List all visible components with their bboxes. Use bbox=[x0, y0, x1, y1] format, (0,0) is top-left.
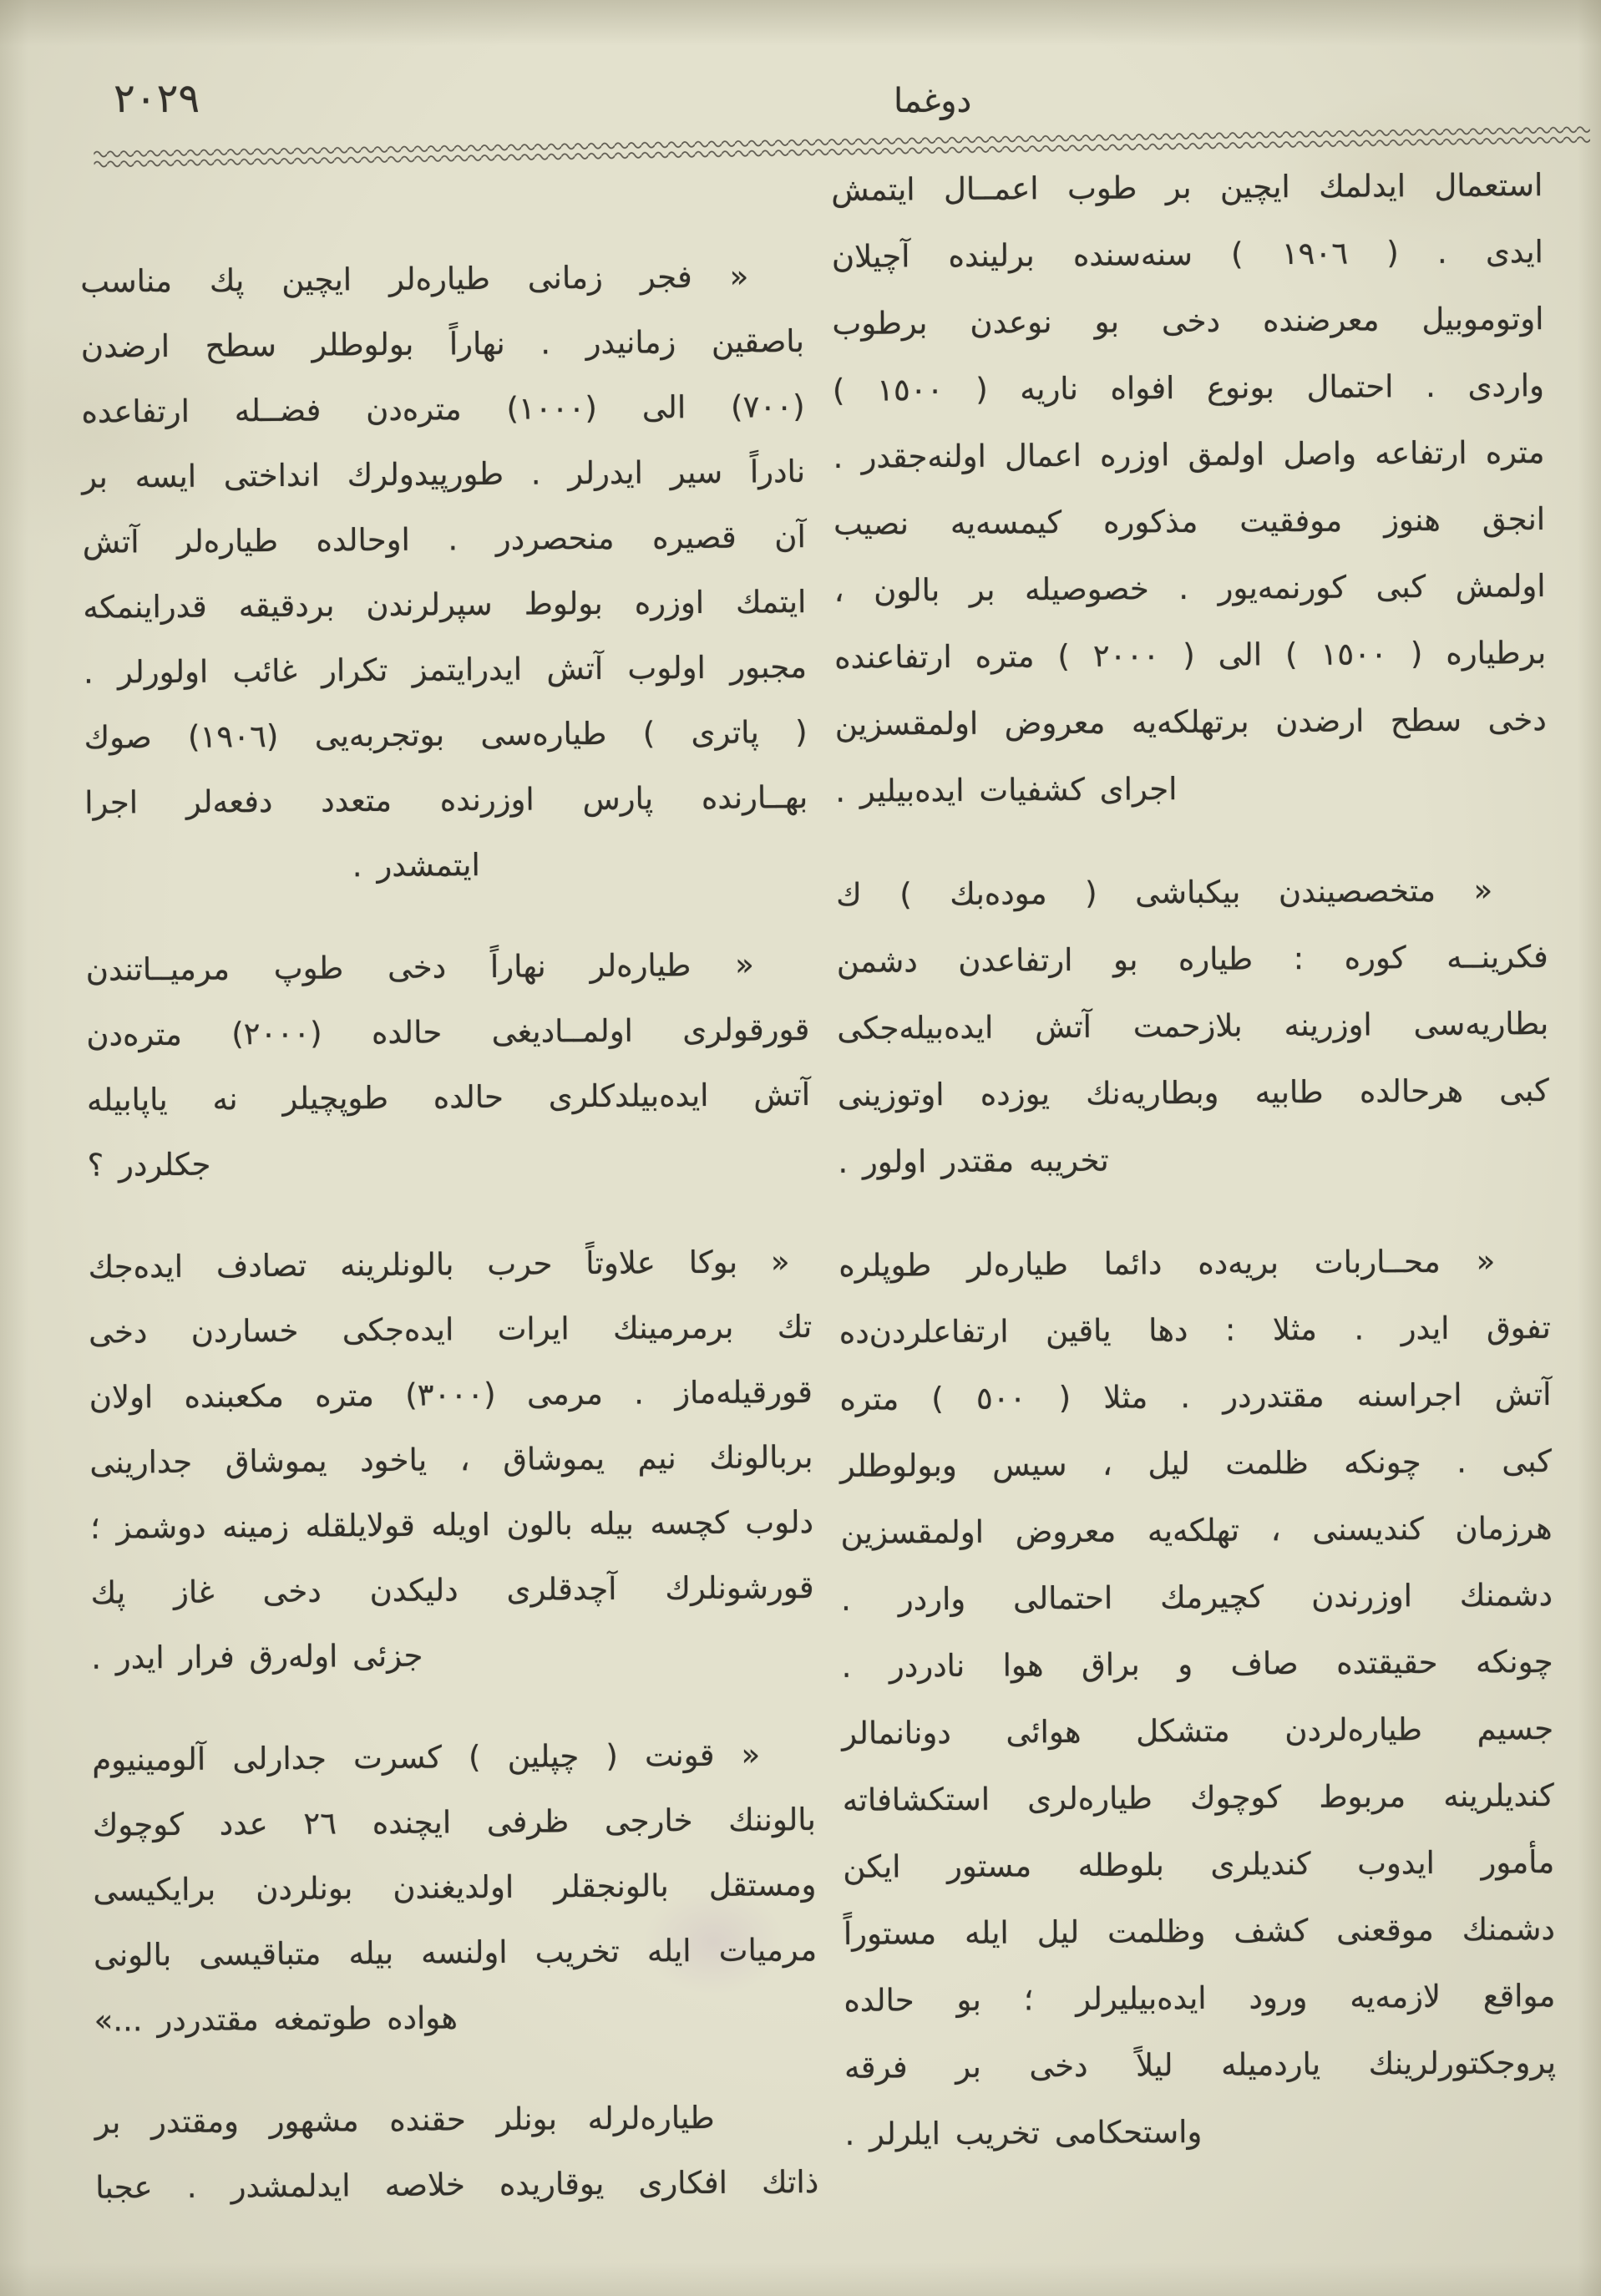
paragraph bbox=[92, 1722, 818, 2054]
text-line: دشمنك اوزرندن كچيرمك احتمالى واردر . bbox=[840, 1576, 1553, 1618]
text-line: قورقيله‌ماز . مرمى (٣٠٠٠) متره مكعبنده اولان bbox=[89, 1373, 813, 1416]
paragraph bbox=[88, 1229, 814, 1691]
text-line: برطياره ( ١٥٠٠ ) الى ( ٢٠٠٠ ) متره ارتفاعنده bbox=[834, 634, 1547, 676]
column-right bbox=[831, 152, 1557, 2168]
text-line: ايتمشدر . bbox=[352, 847, 480, 884]
text-line: « بوكا علاوتاً حرب بالونلرينه تصادف ايده‌جك bbox=[88, 1244, 790, 1285]
text-line: آتش ايده‌بيلدكلرى حالده طوپچيلر نه ياپابيله bbox=[86, 1076, 811, 1118]
text-line: قورشونلرك آچدقلرى دليكدن دخى غاز پك bbox=[90, 1569, 814, 1611]
paragraph bbox=[838, 1228, 1557, 2168]
text-line: « فجر زمانى طياره‌لر ايچين پك مناسب bbox=[80, 258, 749, 300]
text-line: جزئى اوله‌رق فرار ايدر . bbox=[91, 1637, 423, 1676]
text-line: قورقولرى اولمــاديغى حالده (٢٠٠٠) متره‌دن bbox=[86, 1011, 810, 1053]
text-line: آتش اجراسنه مقتدردر . مثلا ( ٥٠٠ ) متره bbox=[839, 1376, 1552, 1417]
text-line: ايدى . ( ١٩٠٦ ) سنه‌سنده برلينده آچيلان bbox=[831, 233, 1543, 275]
paragraph bbox=[85, 932, 810, 1199]
text-line: مرميات ايله تخريب اولنسه بيله متباقيسى بالونى bbox=[93, 1931, 818, 1974]
text-line: پروجكتورلرينك ياردميله ليلاً دخى بر فرقه bbox=[844, 2044, 1557, 2086]
text-line: واردى . احتمال بونوع افواه ناريه ( ١٥٠٠ ) bbox=[832, 367, 1545, 408]
text-line: نادراً سير ايدرلر . طورپيدولرك انداختى ايسه بر bbox=[81, 453, 806, 495]
text-line: واستحكامى تخريب ايلرلر . bbox=[844, 2113, 1203, 2152]
text-line: باصقين زمانيدر . نهاراً بولوطلر سطح ارضدن bbox=[80, 322, 805, 365]
text-line: تخريبه مقتدر اولور . bbox=[838, 1142, 1109, 1180]
text-line: دشمنك موقعنى كشف وظلمت ليل ايله مستوراً bbox=[843, 1910, 1556, 1952]
text-line: بربالونك نيم يموشاق ، ياخود يموشاق جدارينى bbox=[89, 1438, 813, 1481]
text-line: ايتمك اوزره بولوط سپرلرندن بردقيقه قدراينمكه bbox=[83, 583, 807, 626]
text-line: هرزمان كنديسنى ، تهلكه‌يه معروض اولمقسزين bbox=[840, 1509, 1553, 1551]
text-line: بطاريه‌سى اوزرينه بلازحمت آتش ايده‌بيله‌جكى bbox=[837, 1005, 1549, 1047]
text-line: ( پاترى ) طياره‌سى بوتجربه‌يى (١٩٠٦) صوك bbox=[84, 713, 808, 756]
text-line: جكلردر ؟ bbox=[87, 1146, 211, 1183]
text-line: ومستقل بالونجقلر اولديغندن بونلردن برايكيسى bbox=[93, 1866, 817, 1908]
text-line: « طياره‌لر نهاراً دخى طوپ مرميــاتندن bbox=[85, 946, 754, 988]
text-line: مأمور ايدوب كنديلرى بلوطله مستور ايكن bbox=[843, 1843, 1555, 1885]
text-line: دلوب كچسه بيله بالون اويله قولايلقله زمينه دوشمز ؛ bbox=[89, 1503, 814, 1546]
text-line: « محــاربات بريه‌ده دائما طياره‌لر طوپلره bbox=[838, 1243, 1496, 1284]
text-line: فكرينــه كوره : طياره بو ارتفاعدن دشمن bbox=[836, 938, 1548, 980]
text-line: بالوننك خارجى ظرفى ايچنده ٢٦ عدد كوچوك bbox=[92, 1801, 816, 1843]
text-line: ذاتك افكارى يوقاريده خلاصه ايدلمشدر . عجبا bbox=[95, 2163, 819, 2206]
text-line: انجق هنوز موفقيت مذكوره كيمسه‌يه نصيب bbox=[833, 500, 1546, 542]
text-line: مواقع لازمه‌يه ورود ايده‌بيليرلر ؛ بو حالده bbox=[844, 1977, 1556, 2019]
text-line: تفوق ايدر . مثلا : دها ياقين ارتفاعلردن‌ده bbox=[838, 1309, 1551, 1351]
text-line: هواده طوتمغه مقتدردر ...» bbox=[94, 1999, 459, 2039]
column-left bbox=[80, 244, 819, 2221]
page-number: ٢٠٢٩ bbox=[114, 75, 200, 122]
text-line: چونكه حقيقتده صاف و براق هوا نادردر . bbox=[841, 1643, 1553, 1685]
text-line: اجراى كشفيات ايده‌بيلير . bbox=[835, 771, 1178, 809]
text-line: « قونت ( چپلين ) كسرت جدارلى آلومينيوم bbox=[92, 1736, 761, 1778]
text-line: آن قصيره منحصردر . اوحالده طياره‌لر آتش bbox=[82, 518, 806, 560]
paragraph bbox=[836, 857, 1550, 1196]
text-line: مجبور اولوب آتش ايدرايتمز تكرار غائب اولورلر . bbox=[83, 648, 808, 691]
text-line: استعمال ايدلمك ايچين بر طوب اعمــال ايتمش bbox=[831, 166, 1543, 208]
paragraph bbox=[80, 244, 808, 901]
text-line: كنديلرينه مربوط كوچوك طياره‌لرى استكشافاته bbox=[842, 1776, 1554, 1818]
text-line: طياره‌لرله بونلر حقنده مشهور ومقتدر بر bbox=[94, 2099, 715, 2141]
text-line: دخى سطح ارضدن برتهلكه‌يه معروض اولمقسزين bbox=[834, 701, 1547, 743]
text-line: بهــارنده پارس اوزرنده متعدد دفعه‌لر اجرا bbox=[84, 778, 808, 821]
text-line: جسيم طياره‌لردن متشكل هوائى دونانمالر bbox=[842, 1710, 1554, 1751]
text-line: متره ارتفاعه واصل اولمق اوزره اعمال اولنه‌جقدر . bbox=[833, 433, 1545, 475]
text-line: تك برمرمينك ايرات ايده‌جكى خساردن دخى bbox=[89, 1308, 813, 1351]
paragraph bbox=[94, 2085, 818, 2221]
text-line: اولمش كبى كورنمه‌يور . خصوصيله بر بالون ، bbox=[833, 567, 1546, 609]
text-line: « متخصصيندن بيكباشى ( موده‌بك ) ك bbox=[836, 872, 1493, 913]
running-head: دوغما bbox=[894, 82, 972, 120]
text-line: اوتوموبيل معرضنده دخى بو نوعدن برطوب bbox=[832, 300, 1544, 342]
text-line: (٧٠٠) الى (١٠٠٠) متره‌دن فضــله ارتفاعده bbox=[81, 388, 805, 430]
text-line: كبى هرحالده طابيه وبطاريه‌نك يوزده اوتوزينى bbox=[837, 1072, 1549, 1113]
paragraph bbox=[831, 152, 1548, 825]
text-line: كبى . چونكه ظلمت ليل ، سيس وبولوطلر bbox=[839, 1442, 1553, 1484]
